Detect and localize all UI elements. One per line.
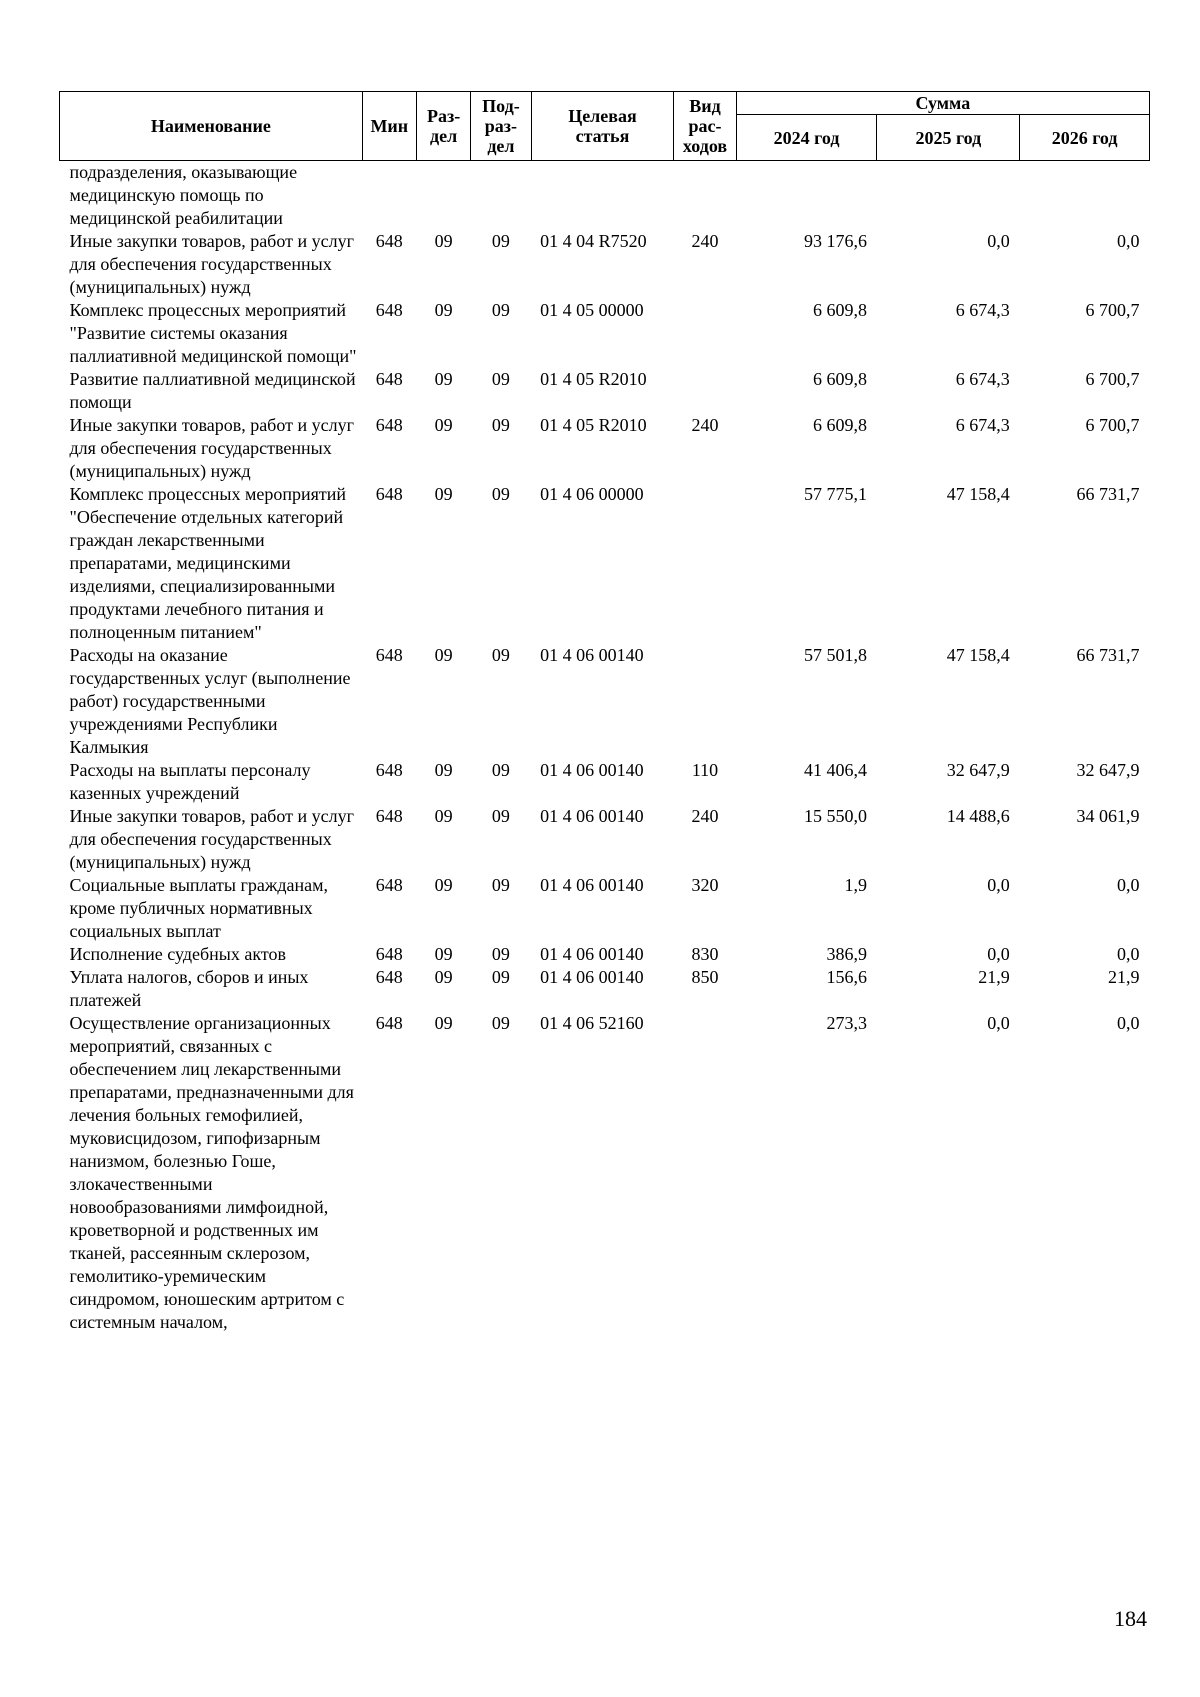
- cell-2025: 47 158,4: [946, 484, 1010, 504]
- table-row: [60, 161, 1150, 231]
- cell-2025: 47 158,4: [946, 645, 1010, 665]
- cell-min: 648: [375, 967, 403, 987]
- header-name: Наименование: [60, 92, 363, 161]
- cell-2024: 15 550,0: [803, 806, 867, 826]
- cell-razdel: 09: [434, 967, 453, 987]
- cell-celevaya: 01 4 04 R7520: [540, 231, 647, 251]
- cell-name: Социальные выплаты гражданам, кроме публичных нормативных социальных выплат: [69, 875, 328, 941]
- cell-min: 648: [375, 231, 403, 251]
- table-row: [60, 966, 1150, 1012]
- cell-razdel: 09: [434, 875, 453, 895]
- table-row: [60, 874, 1150, 943]
- budget-table: [59, 91, 1150, 1334]
- cell-min: [362, 161, 416, 231]
- table-row: [60, 414, 1150, 483]
- cell-2026: 32 647,9: [1076, 760, 1140, 780]
- cell-razdel: 09: [434, 806, 453, 826]
- cell-vid: 240: [691, 806, 719, 826]
- header-2025: 2025 год: [877, 115, 1020, 161]
- cell-2026: 21,9: [1108, 967, 1140, 987]
- cell-2026: 6 700,7: [1085, 300, 1140, 320]
- cell-2026: 66 731,7: [1076, 645, 1140, 665]
- cell-2025: 0,0: [987, 231, 1010, 251]
- cell-2026: 0,0: [1117, 944, 1140, 964]
- cell-razdel: 09: [434, 760, 453, 780]
- cell-name: Развитие паллиативной медицинской помощи: [69, 369, 356, 412]
- cell-2024: 6 609,8: [812, 300, 867, 320]
- table-body: [60, 161, 1150, 1335]
- table-row: [60, 759, 1150, 805]
- table-row: [60, 368, 1150, 414]
- header-2026: 2026 год: [1020, 115, 1150, 161]
- cell-name: Осуществление организационных мероприятий, связанных с обеспечением лиц лекарственными препаратами, предназначенными для лечения больных гемофилией, муковисцидозом, гипофизарным нанизмом, болезнью Гоше, злокачественными новообразованиями лимфоидной, кроветворной и родственных им тканей, рассеянным склерозом, гемолитико-уремическим синдромом, юношеским артритом с системным началом,: [69, 1013, 354, 1332]
- cell-podrazdel: 09: [491, 231, 510, 251]
- cell-vid: [674, 299, 736, 368]
- cell-2024: 6 609,8: [812, 369, 867, 389]
- cell-min: 648: [375, 369, 403, 389]
- cell-podrazdel: 09: [491, 300, 510, 320]
- page-number: 184: [1114, 1606, 1147, 1631]
- cell-2025: 21,9: [978, 967, 1010, 987]
- cell-min: 648: [375, 415, 403, 435]
- cell-podrazdel: 09: [491, 1013, 510, 1033]
- cell-min: 648: [375, 645, 403, 665]
- cell-celevaya: [531, 161, 674, 231]
- cell-celevaya: 01 4 06 52160: [540, 1013, 644, 1033]
- cell-vid: [674, 644, 736, 759]
- cell-2026: 0,0: [1117, 231, 1140, 251]
- cell-podrazdel: 09: [491, 806, 510, 826]
- cell-2025: 32 647,9: [946, 760, 1010, 780]
- cell-podrazdel: 09: [491, 484, 510, 504]
- cell-vid: [674, 161, 736, 231]
- cell-vid: 110: [691, 760, 719, 780]
- cell-razdel: [416, 161, 470, 231]
- cell-2024: 1,9: [844, 875, 867, 895]
- cell-min: 648: [375, 1013, 403, 1033]
- cell-razdel: 09: [434, 369, 453, 389]
- cell-2025: 14 488,6: [946, 806, 1010, 826]
- cell-name: Комплекс процессных мероприятий "Обеспечение отдельных категорий граждан лекарственными препаратами, медицинскими изделиями, специализированными продуктами лечебного питания и полноценным питанием": [69, 484, 347, 642]
- cell-name: Иные закупки товаров, работ и услуг для обеспечения государственных (муниципальных) нужд: [69, 231, 354, 297]
- cell-2024: 386,9: [826, 944, 867, 964]
- cell-podrazdel: 09: [491, 967, 510, 987]
- cell-celevaya: 01 4 05 00000: [540, 300, 644, 320]
- cell-celevaya: 01 4 05 R2010: [540, 415, 647, 435]
- cell-vid: 320: [691, 875, 719, 895]
- cell-2026: 34 061,9: [1076, 806, 1140, 826]
- cell-2025: 0,0: [987, 1013, 1010, 1033]
- cell-celevaya: 01 4 06 00140: [540, 944, 644, 964]
- cell-2024: 273,3: [826, 1013, 867, 1033]
- cell-2026: 0,0: [1117, 875, 1140, 895]
- cell-name: Иные закупки товаров, работ и услуг для обеспечения государственных (муниципальных) нужд: [69, 806, 354, 872]
- cell-razdel: 09: [434, 944, 453, 964]
- cell-2024: 57 501,8: [803, 645, 867, 665]
- cell-podrazdel: 09: [491, 944, 510, 964]
- cell-podrazdel: 09: [491, 415, 510, 435]
- header-vid: Вид рас- ходов: [674, 92, 736, 161]
- cell-podrazdel: 09: [491, 760, 510, 780]
- cell-2024: 41 406,4: [803, 760, 867, 780]
- cell-razdel: 09: [434, 484, 453, 504]
- cell-vid: 240: [691, 415, 719, 435]
- cell-podrazdel: 09: [491, 875, 510, 895]
- cell-min: 648: [375, 300, 403, 320]
- cell-celevaya: 01 4 06 00140: [540, 806, 644, 826]
- cell-2024: [736, 161, 877, 231]
- cell-razdel: 09: [434, 231, 453, 251]
- cell-celevaya: 01 4 06 00000: [540, 484, 644, 504]
- cell-celevaya: 01 4 06 00140: [540, 645, 644, 665]
- cell-name: Уплата налогов, сборов и иных платежей: [69, 967, 309, 1010]
- cell-razdel: 09: [434, 645, 453, 665]
- cell-razdel: 09: [434, 1013, 453, 1033]
- cell-2025: 0,0: [987, 944, 1010, 964]
- cell-name: Иные закупки товаров, работ и услуг для обеспечения государственных (муниципальных) нужд: [69, 415, 354, 481]
- table-row: [60, 805, 1150, 874]
- cell-razdel: 09: [434, 415, 453, 435]
- header-celevaya: Целевая статья: [531, 92, 674, 161]
- table-row: [60, 483, 1150, 644]
- table-row: [60, 943, 1150, 966]
- header-summa: Сумма: [736, 92, 1149, 115]
- cell-2025: 6 674,3: [955, 369, 1010, 389]
- cell-2026: 0,0: [1117, 1013, 1140, 1033]
- table-row: [60, 1012, 1150, 1334]
- cell-name: Расходы на выплаты персоналу казенных учреждений: [69, 760, 311, 803]
- cell-min: 648: [375, 875, 403, 895]
- table-row: [60, 299, 1150, 368]
- cell-2026: 6 700,7: [1085, 369, 1140, 389]
- header-min: Мин: [362, 92, 416, 161]
- cell-2025: 0,0: [987, 875, 1010, 895]
- cell-2026: 66 731,7: [1076, 484, 1140, 504]
- cell-podrazdel: [471, 161, 531, 231]
- cell-2026: [1020, 161, 1150, 231]
- cell-podrazdel: 09: [491, 645, 510, 665]
- header-razdel: Раз- дел: [416, 92, 470, 161]
- cell-celevaya: 01 4 05 R2010: [540, 369, 647, 389]
- header-2024: 2024 год: [736, 115, 877, 161]
- cell-2024: 156,6: [826, 967, 867, 987]
- cell-vid: 830: [691, 944, 719, 964]
- cell-podrazdel: 09: [491, 369, 510, 389]
- cell-2024: 93 176,6: [803, 231, 867, 251]
- cell-2025: 6 674,3: [955, 415, 1010, 435]
- cell-2025: 6 674,3: [955, 300, 1010, 320]
- cell-celevaya: 01 4 06 00140: [540, 760, 644, 780]
- cell-name: Исполнение судебных актов: [69, 944, 287, 964]
- cell-celevaya: 01 4 06 00140: [540, 967, 644, 987]
- table-header: [60, 92, 1150, 161]
- cell-vid: [674, 368, 736, 414]
- cell-name: Комплекс процессных мероприятий "Развитие системы оказания паллиативной медицинской помощи": [69, 300, 357, 366]
- table-row: [60, 230, 1150, 299]
- cell-2026: 6 700,7: [1085, 415, 1140, 435]
- cell-name: Расходы на оказание государственных услуг (выполнение работ) государственными учреждениями Республики Калмыкия: [69, 645, 351, 757]
- table-row: [60, 644, 1150, 759]
- cell-vid: 240: [691, 231, 719, 251]
- cell-min: 648: [375, 484, 403, 504]
- cell-name: подразделения, оказывающие медицинскую помощь по медицинской реабилитации: [69, 162, 298, 228]
- cell-2024: 6 609,8: [812, 415, 867, 435]
- cell-min: 648: [375, 806, 403, 826]
- header-podrazdel: Под- раз- дел: [471, 92, 531, 161]
- cell-vid: [674, 483, 736, 644]
- cell-min: 648: [375, 944, 403, 964]
- cell-min: 648: [375, 760, 403, 780]
- cell-2024: 57 775,1: [803, 484, 867, 504]
- cell-razdel: 09: [434, 300, 453, 320]
- cell-celevaya: 01 4 06 00140: [540, 875, 644, 895]
- cell-vid: [674, 1012, 736, 1334]
- cell-2025: [877, 161, 1020, 231]
- cell-vid: 850: [691, 967, 719, 987]
